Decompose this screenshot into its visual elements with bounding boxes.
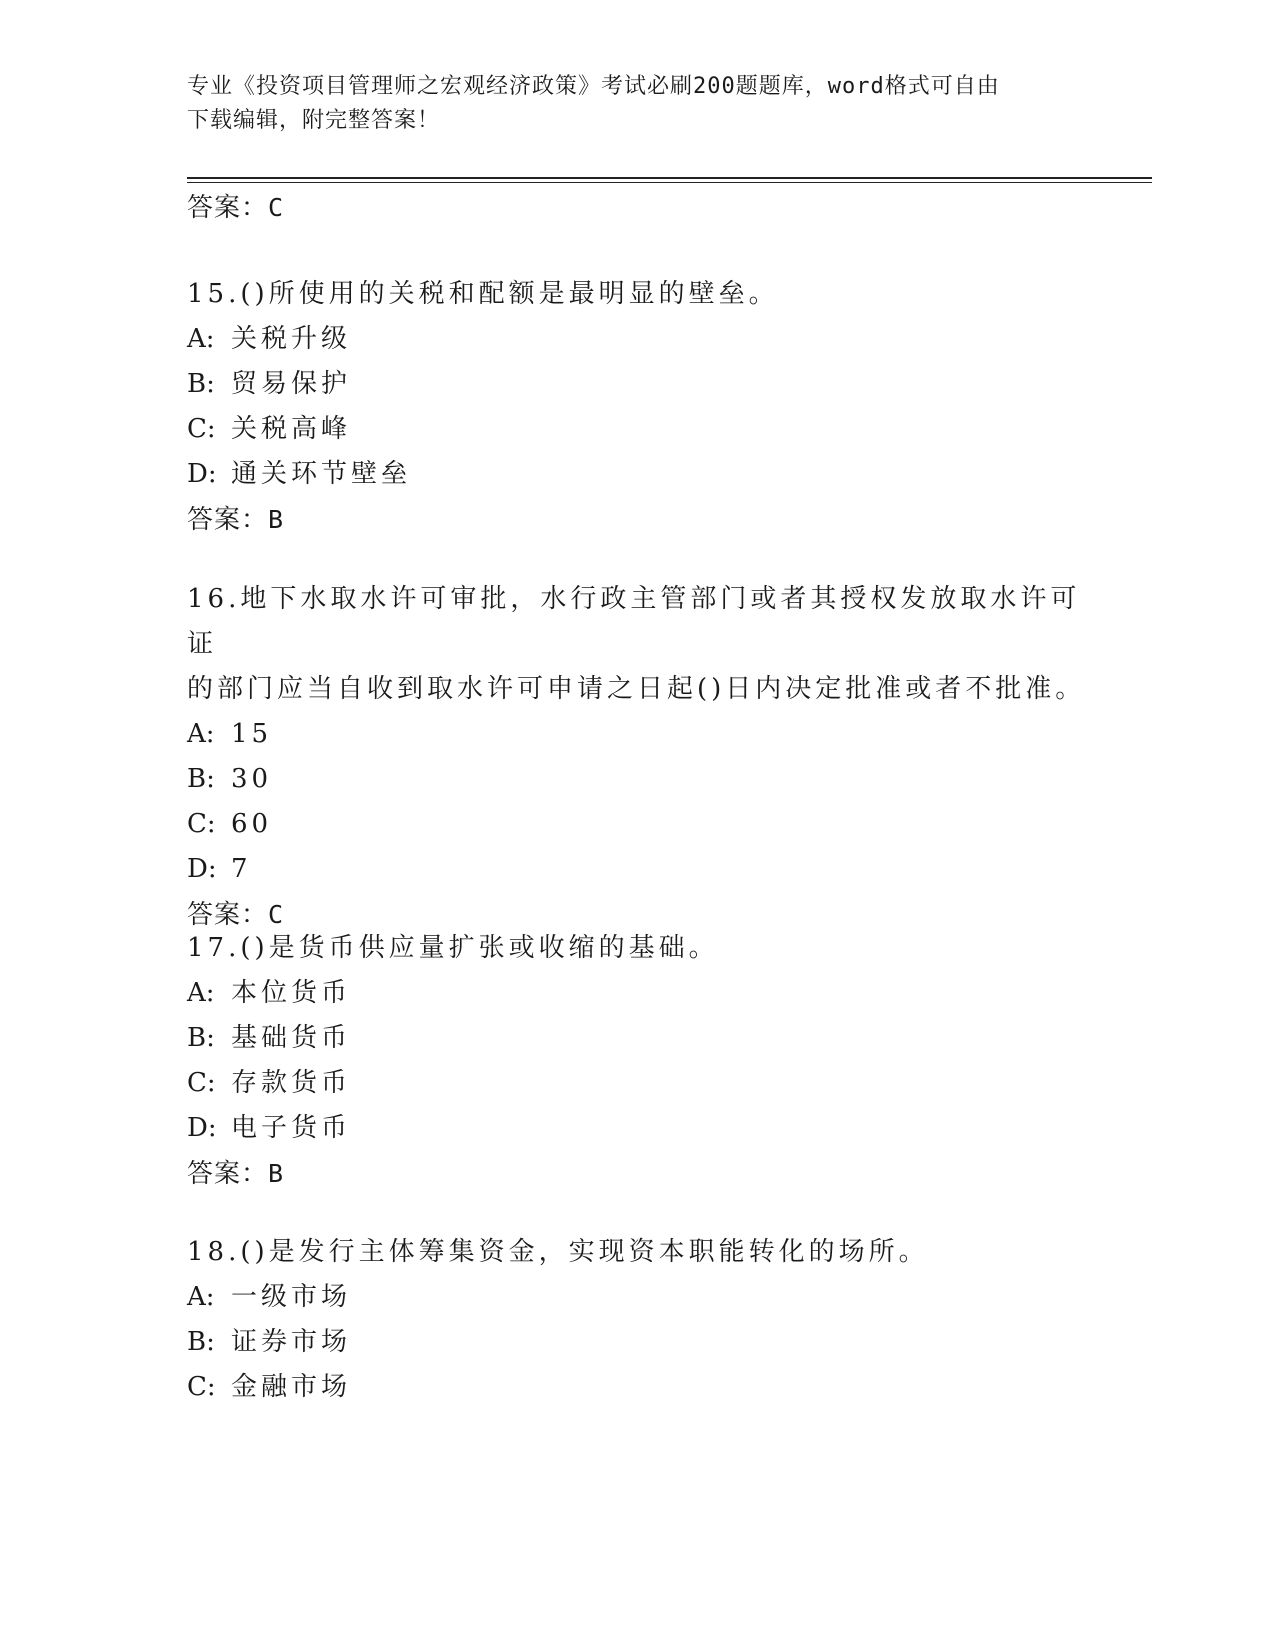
option-text: 60 xyxy=(231,809,273,839)
option-b xyxy=(187,1016,1087,1061)
option-c xyxy=(187,407,1087,452)
option-letter: B: xyxy=(187,1023,215,1053)
option-letter: A: xyxy=(187,324,215,354)
option-a xyxy=(187,317,1087,362)
answer-line xyxy=(187,497,1087,542)
option-text: 一级市场 xyxy=(231,1282,352,1312)
option-letter: A: xyxy=(187,719,215,749)
option-a xyxy=(187,971,1087,1016)
option-text: 基础货币 xyxy=(231,1023,352,1053)
option-c xyxy=(187,1365,1087,1410)
option-b xyxy=(187,1320,1087,1365)
answer-label: 答案： xyxy=(187,900,269,930)
option-letter: C: xyxy=(187,414,216,444)
question-15 xyxy=(187,272,1087,542)
answer-value: C xyxy=(268,193,285,222)
option-text: 电子货币 xyxy=(231,1113,352,1143)
answer-label: 答案： xyxy=(187,193,269,223)
question-text-line-1: 16.地下水取水许可审批，水行政主管部门或者其授权发放取水许可证 xyxy=(187,584,1081,659)
option-letter: C: xyxy=(187,1372,216,1402)
option-letter: B: xyxy=(187,369,215,399)
option-text: 证券市场 xyxy=(231,1327,352,1357)
option-c xyxy=(187,1061,1087,1106)
option-text: 关税升级 xyxy=(231,324,352,354)
option-letter: C: xyxy=(187,809,216,839)
option-letter: D: xyxy=(187,1113,217,1143)
option-d xyxy=(187,1106,1087,1151)
question-17 xyxy=(187,926,1087,1196)
answer-value: C xyxy=(268,900,285,929)
header-line-2: 下载编辑，附完整答案！ xyxy=(187,108,441,133)
prev-answer-line xyxy=(187,185,1087,230)
option-letter: A: xyxy=(187,1282,215,1312)
answer-label: 答案： xyxy=(187,1159,269,1189)
option-text: 30 xyxy=(231,764,273,794)
option-letter: B: xyxy=(187,764,215,794)
option-letter: C: xyxy=(187,1068,216,1098)
answer-value: B xyxy=(268,505,285,534)
option-d xyxy=(187,452,1087,497)
question-text: 15.()所使用的关税和配额是最明显的壁垒。 xyxy=(187,279,779,309)
question-text-line-2: 的部门应当自收到取水许可申请之日起()日内决定批准或者不批准。 xyxy=(187,674,1086,704)
option-text: 7 xyxy=(231,854,252,884)
header-divider-thick xyxy=(187,177,1152,179)
question-text: 18.()是发行主体筹集资金，实现资本职能转化的场所。 xyxy=(187,1237,929,1267)
option-text: 金融市场 xyxy=(231,1372,352,1402)
option-text: 贸易保护 xyxy=(231,369,352,399)
answer-label: 答案： xyxy=(187,505,269,535)
question-18 xyxy=(187,1230,1087,1410)
option-letter: D: xyxy=(187,459,217,489)
option-d xyxy=(187,847,1087,892)
answer-line xyxy=(187,1151,1087,1196)
option-text: 通关环节壁垒 xyxy=(231,459,412,489)
document-header xyxy=(187,70,1067,138)
option-c xyxy=(187,802,1087,847)
option-text: 存款货币 xyxy=(231,1068,352,1098)
option-letter: A: xyxy=(187,978,215,1008)
option-b xyxy=(187,757,1087,802)
option-letter: D: xyxy=(187,854,217,884)
option-a xyxy=(187,712,1087,757)
answer-value: B xyxy=(268,1159,285,1188)
question-text: 17.()是货币供应量扩张或收缩的基础。 xyxy=(187,933,719,963)
header-divider-thin xyxy=(187,182,1152,183)
option-b xyxy=(187,362,1087,407)
option-letter: B: xyxy=(187,1327,215,1357)
question-16 xyxy=(187,577,1087,937)
option-text: 本位货币 xyxy=(231,978,352,1008)
header-line-1: 专业《投资项目管理师之宏观经济政策》考试必刷200题题库，word格式可自由 xyxy=(187,74,1000,99)
option-text: 关税高峰 xyxy=(231,414,352,444)
option-a xyxy=(187,1275,1087,1320)
option-text: 15 xyxy=(231,719,273,749)
